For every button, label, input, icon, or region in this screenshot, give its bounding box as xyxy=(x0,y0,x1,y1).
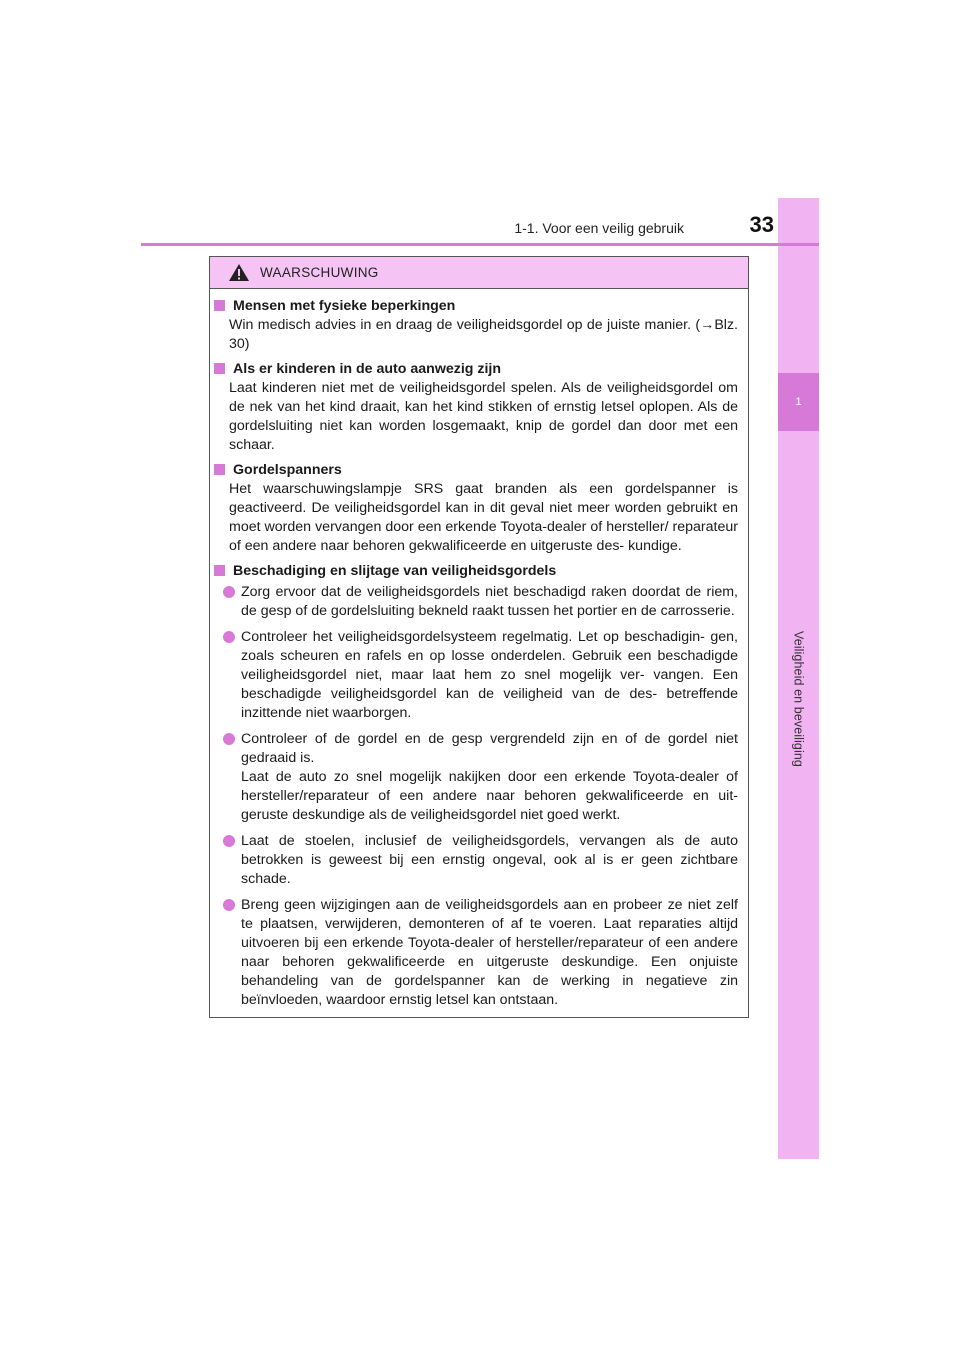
section-pretensioners xyxy=(210,461,748,556)
list-item xyxy=(241,583,738,621)
bullet-text: Zorg ervoor dat de veiligheidsgordels niet beschadigd raken doordat de riem, de gesp of de gordelsluiting bekneld raakt tussen het portier en de carrosserie. xyxy=(241,584,738,619)
square-bullet-icon xyxy=(214,464,225,475)
list-item xyxy=(241,896,738,1010)
header-rule xyxy=(141,243,819,246)
warning-body xyxy=(210,297,748,1017)
section-text: Het waarschuwingslampje SRS gaat branden als een gordelspanner is geactiveerd. De veiligheidsgordel kan in dit geval niet meer worden gebruikt en moet worden vervangen door een erkende Toyota-dealer of hersteller/ reparateur of een andere naar behoren gekwalificeerde en uitgeruste des- kundige. xyxy=(229,481,738,554)
section-heading: Beschadiging en slijtage van veiligheidsgordels xyxy=(233,563,557,579)
bullet-text: Laat de stoelen, inclusief de veiligheidsgordels, vervangen als de auto betrokken is geweest bij een ernstig ongeval, ook al is er geen zichtbare schade. xyxy=(241,833,738,887)
warning-label: WAARSCHUWING xyxy=(260,265,379,280)
list-item xyxy=(241,628,738,723)
chapter-title: Veiligheid en beveiliging xyxy=(791,631,806,767)
section-text: Win medisch advies in en draag de veiligheidsgordel op de juiste manier. (→Blz. 30) xyxy=(229,317,738,352)
chapter-side-tab xyxy=(778,198,819,1159)
warning-triangle-icon xyxy=(228,263,250,282)
square-bullet-icon xyxy=(214,300,225,311)
section-heading: Gordelspanners xyxy=(233,462,342,478)
section-title: 1-1. Voor een veilig gebruik xyxy=(514,220,684,236)
round-bullet-icon xyxy=(223,586,235,598)
section-damage-wear xyxy=(210,562,748,1010)
chapter-title-wrap xyxy=(778,631,819,767)
page-number: 33 xyxy=(749,212,774,237)
section-heading: Mensen met fysieke beperkingen xyxy=(233,298,456,314)
list-item xyxy=(241,730,738,825)
section-children xyxy=(210,360,748,455)
chapter-number: 1 xyxy=(778,373,819,431)
section-heading: Als er kinderen in de auto aanwezig zijn xyxy=(233,361,502,377)
bullet-text: Controleer of de gordel en de gesp vergrendeld zijn en of de gordel niet gedraaid is. xyxy=(241,731,738,766)
section-text: Laat kinderen niet met de veiligheidsgordel spelen. Als de veiligheidsgordel om de nek van het kind draait, kan het kind stikken of ernstig letsel oplopen. Als de gordelsluiting niet kan worden losgemaakt, knip de gordel dan door met een schaar. xyxy=(229,380,738,453)
round-bullet-icon xyxy=(223,899,235,911)
square-bullet-icon xyxy=(214,565,225,576)
round-bullet-icon xyxy=(223,631,235,643)
section-physical-limitations xyxy=(210,297,748,354)
round-bullet-icon xyxy=(223,835,235,847)
bullet-text: Breng geen wijzigingen aan de veiligheidsgordels aan en probeer ze niet zelf te plaatsen, verwijderen, demonteren of af te voeren. Laat reparaties altijd uitvoeren bij een erkende Toyota-dealer of hersteller/reparateur of een andere naar behoren gekwalificeerde en uitgeruste deskundige. Een onjuiste behandeling van de gordelspanner kan de werking in negatieve zin beïnvloeden, waardoor ernstig letsel kan ontstaan. xyxy=(241,897,738,1008)
square-bullet-icon xyxy=(214,363,225,374)
warning-header xyxy=(210,257,748,289)
bullet-text: Controleer het veiligheidsgordelsysteem regelmatig. Let op beschadigin- gen, zoals scheuren en rafels en op losse onderdelen. Gebruik een beschadigde veiligheidsgordel niet, maar laat hem zo snel mogelijk ver- vangen. Een beschadigde veiligheidsgordel kan de veiligheid van de des- betreffende inzittende niet waarborgen. xyxy=(241,629,738,721)
round-bullet-icon xyxy=(223,733,235,745)
list-item xyxy=(241,832,738,889)
bullet-text-extra: Laat de auto zo snel mogelijk nakijken door een erkende Toyota-dealer of hersteller/reparateur of een andere naar behoren gekwalificeerde en uit- geruste deskundige als de veiligheidsgordel niet goed werkt. xyxy=(241,769,738,823)
warning-box xyxy=(209,256,749,1018)
